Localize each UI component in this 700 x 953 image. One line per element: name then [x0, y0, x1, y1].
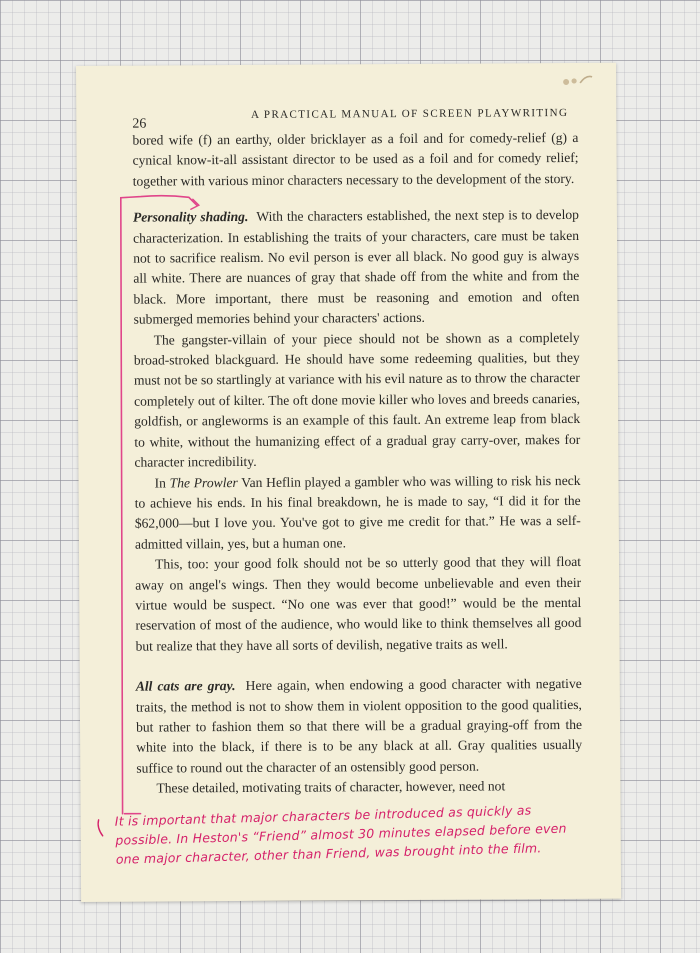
- prowler-paragraph: [134, 470, 580, 554]
- gangster-villain-paragraph: The gangster-villain of your piece should not be shown as a completely broad-stroked blackguard. He should have some redeeming qualities, but they must not be so startlingly at variance with his evil nature as to throw the character completely out of kilter. The oft done movie killer who loves and breeds canaries, goldfish, or angleworms is an example of this fault. An extreme leap from black to white, without the humanizing effect of a gradual gray carry-over, makes for character incredibility.: [133, 329, 581, 470]
- film-title: The Prowler: [169, 474, 238, 490]
- body-text: [132, 128, 582, 799]
- page-number: 26: [132, 116, 147, 132]
- section-heading-all-cats-are-gray: All cats are gray.: [135, 678, 236, 694]
- personality-shading-paragraph: [133, 205, 580, 330]
- running-head: A PRACTICAL MANUAL OF SCREEN PLAYWRITING: [250, 106, 569, 121]
- paragraph-text: Van Heflin played a gambler who was willing to risk his neck to achieve his ends. In his final breakdown, he is made to say, “I did it for the $62,000—but I love you. You've got to give me credit for that.” He was a self-admitted villain, yes, but a human one.: [134, 472, 581, 552]
- ink-smudge: [560, 71, 594, 89]
- detailed-traits-paragraph: These detailed, motivating traits of character, however, need not: [156, 778, 506, 796]
- book-page: [76, 63, 621, 902]
- paragraph-text: Here again, when endowing a good character with negative traits, the method is not to show them in violent opposition to the good qualities, but rather to fashion them so that there will be a gradual graying-off from the white into the black, if there is to be any black at all. Gray qualities usually suffice to round out the character of an ostensibly good person.: [135, 676, 583, 776]
- handwritten-note: It is important that major characters be introduced as quickly as possible. In Heston's “Friend” almost 30 minutes elapsed before even one major character, other than Friend, was brought into the film.: [114, 802, 567, 867]
- section-heading-personality-shading: Personality shading.: [132, 209, 249, 225]
- all-cats-gray-paragraph: [136, 674, 583, 779]
- paragraph-lead: In: [154, 474, 166, 491]
- good-folk-paragraph: This, too: your good folk should not be so utterly good that they will float away on angel's wings. Then they would become unbelievable and even their virtue would be suspect. “No one was ever that good!” would be the mental reservation of most of the audience, who would like to think themselves all good but realize that they have all sorts of devilish, negative traits as well.: [135, 554, 582, 654]
- intro-paragraph: bored wife (f) an earthy, older bricklayer as a foil and for comedy-relief (g) a cynical know-it-all assistant director to be used as a foil and for comedy relief; together with various minor characters necessary to the development of the story.: [132, 129, 579, 189]
- paragraph-text: With the characters established, the next step is to develop characterization. In establishing the traits of your characters, care must be taken not to sacrifice realism. No evil person is ever all black. No good guy is always all white. There are nuances of gray that shade off from the white and from the black. More important, there must be reasoning and emotion and often submerged memories behind your characters' actions.: [133, 207, 580, 327]
